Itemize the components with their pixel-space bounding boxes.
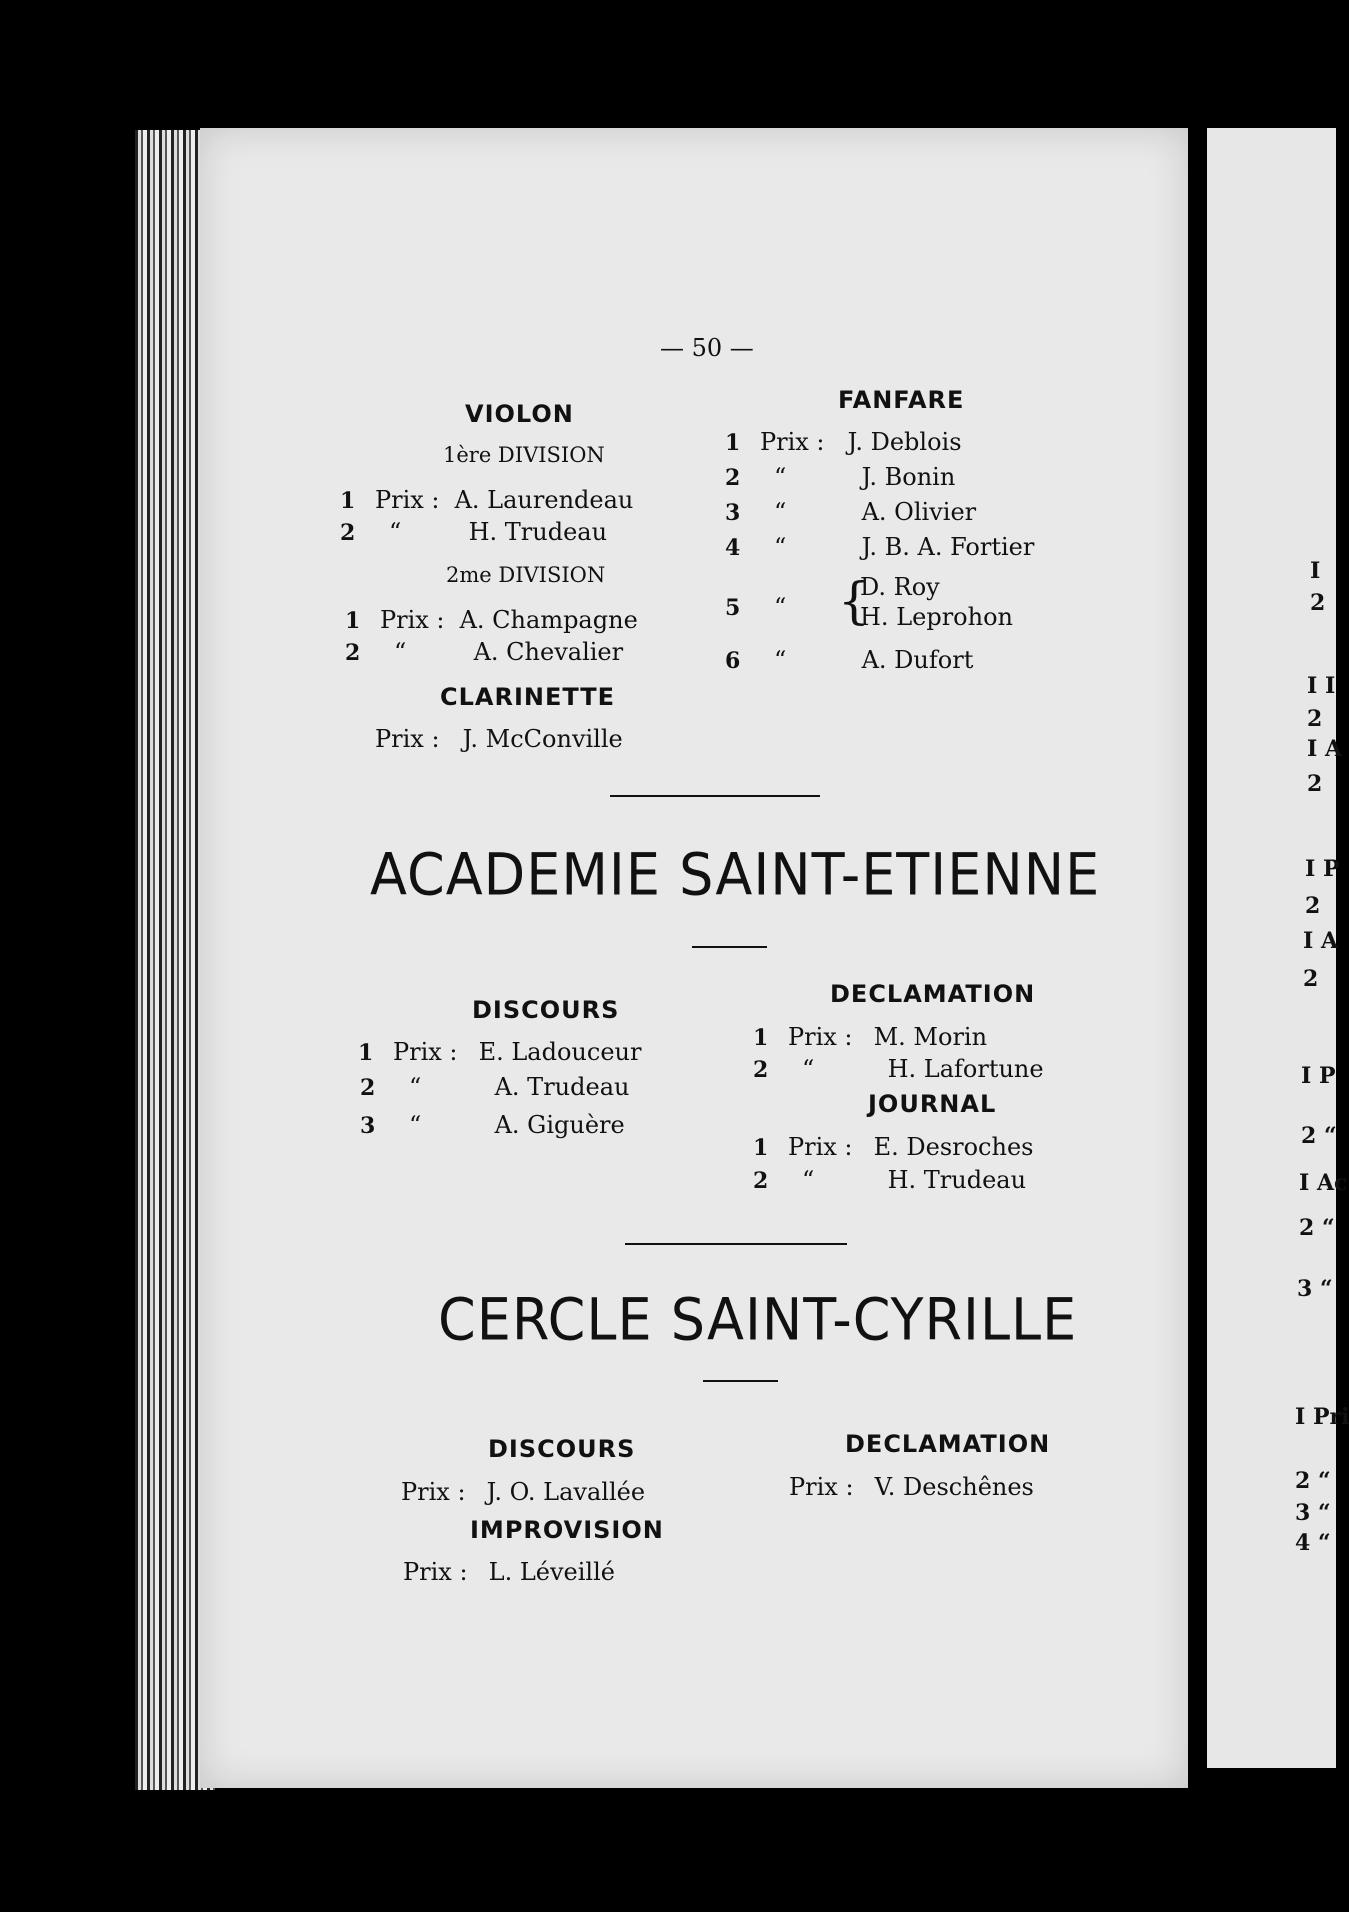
title-underline	[692, 946, 767, 948]
violon-div2-row	[345, 638, 623, 666]
prize-number: 1	[345, 608, 361, 634]
prize-number: 1	[358, 1040, 374, 1066]
academie-journal-row	[753, 1166, 1026, 1194]
prize-name: J. Bonin	[861, 463, 956, 491]
prize-name: H. Leprohon	[860, 603, 1013, 631]
prize-label: Prix :	[392, 1038, 458, 1066]
academie-discours-heading: DISCOURS	[472, 996, 620, 1024]
prize-name: E. Ladouceur	[478, 1038, 642, 1066]
facing-page-fragment: 2 “	[1299, 1215, 1335, 1241]
prize-label: Prix :	[759, 428, 825, 456]
violon-division-2: 2me DIVISION	[446, 563, 606, 587]
cercle-title: CERCLE SAINT-CYRILLE	[438, 1285, 1078, 1354]
facing-page-fragment: 3 “	[1297, 1276, 1333, 1302]
facing-page-fragment: I P	[1301, 1063, 1336, 1089]
prize-label: Prix :	[403, 1558, 468, 1586]
document-page	[200, 128, 1188, 1788]
prize-label: “	[773, 593, 787, 621]
cercle-improvision-heading: IMPROVISION	[470, 1516, 664, 1544]
academie-declamation-row	[753, 1023, 987, 1051]
academie-discours-row	[360, 1111, 625, 1139]
prize-label: “	[773, 646, 787, 674]
prize-name: J. B. A. Fortier	[861, 533, 1035, 561]
facing-page-fragment: I Ac	[1299, 1170, 1348, 1196]
fanfare-row	[725, 533, 1034, 561]
prize-label: Prix :	[374, 486, 440, 514]
academie-journal-row	[753, 1133, 1033, 1161]
prize-number: 1	[753, 1135, 769, 1161]
prize-label: “	[801, 1166, 815, 1194]
prize-number: 3	[360, 1113, 376, 1139]
prize-label: Prix :	[401, 1478, 466, 1506]
facing-page-fragment: 2	[1307, 706, 1323, 732]
prize-number: 2	[753, 1168, 769, 1194]
facing-page-fragment: 2 “	[1295, 1468, 1331, 1494]
fanfare-row	[725, 428, 962, 456]
prize-label: Prix :	[787, 1133, 853, 1161]
violon-div2-row	[345, 606, 638, 634]
facing-page-fragment: 2	[1303, 966, 1319, 992]
fanfare-row	[725, 646, 973, 674]
prize-number: 2	[340, 520, 356, 546]
prize-number: 5	[725, 595, 741, 621]
prize-number: 4	[725, 535, 741, 561]
facing-page-fragment: 4 “	[1295, 1530, 1331, 1556]
prize-label: “	[393, 638, 407, 666]
prize-label: “	[388, 518, 402, 546]
prize-label: “	[773, 463, 787, 491]
prize-number: 2	[753, 1057, 769, 1083]
section-divider	[610, 795, 820, 797]
prize-name: A. Giguère	[494, 1111, 625, 1139]
academie-declamation-heading: DECLAMATION	[830, 980, 1036, 1008]
prize-number: 3	[725, 500, 741, 526]
facing-page-fragment: I	[1310, 558, 1321, 584]
prize-number: 1	[725, 430, 741, 456]
academie-discours-row	[358, 1038, 641, 1066]
academie-declamation-row	[753, 1055, 1044, 1083]
clarinette-row	[375, 725, 623, 753]
prize-label: “	[408, 1111, 422, 1139]
violon-heading: VIOLON	[465, 400, 574, 428]
fanfare-row	[725, 593, 834, 621]
facing-page-fragment: I Pri	[1295, 1404, 1349, 1430]
prize-number: 2	[725, 465, 741, 491]
cercle-declamation-row	[789, 1473, 1034, 1501]
prize-name: H. Trudeau	[887, 1166, 1027, 1194]
facing-page-fragment: I I	[1307, 673, 1336, 699]
fanfare-row	[725, 498, 976, 526]
prize-number: 1	[753, 1025, 769, 1051]
facing-page-fragment: 3 “	[1295, 1500, 1331, 1526]
prize-name: J. Deblois	[847, 428, 962, 456]
violon-div1-row	[340, 486, 633, 514]
prize-label: “	[801, 1055, 815, 1083]
cercle-declamation-heading: DECLAMATION	[845, 1430, 1051, 1458]
academie-discours-row	[360, 1073, 629, 1101]
prize-number: 2	[360, 1075, 376, 1101]
prize-name: A. Dufort	[861, 646, 974, 674]
prize-name: D. Roy	[860, 573, 940, 601]
page-number: — 50 —	[660, 334, 754, 362]
prize-name: H. Trudeau	[468, 518, 608, 546]
prize-label: Prix :	[379, 606, 445, 634]
facing-page-fragment: 2 “	[1301, 1123, 1337, 1149]
prize-number: 6	[725, 648, 741, 674]
section-divider	[625, 1243, 847, 1245]
prize-name: A. Laurendeau	[454, 486, 634, 514]
clarinette-heading: CLARINETTE	[440, 683, 616, 711]
prize-name: A. Chevalier	[473, 638, 624, 666]
facing-page-fragment: 2	[1307, 771, 1323, 797]
violon-division-1: 1ère DIVISION	[443, 443, 605, 467]
facing-page-fragment: I P	[1305, 856, 1340, 882]
cercle-discours-heading: DISCOURS	[488, 1435, 636, 1463]
facing-page-fragment: 2	[1310, 590, 1326, 616]
prize-name: M. Morin	[873, 1023, 988, 1051]
prize-label: “	[773, 498, 787, 526]
cercle-discours-row	[401, 1478, 645, 1506]
violon-div1-row	[340, 518, 607, 546]
prize-label: Prix :	[375, 725, 440, 753]
prize-number: 2	[345, 640, 361, 666]
brace-icon: {	[838, 572, 870, 630]
prize-name: H. Lafortune	[887, 1055, 1044, 1083]
prize-label: “	[773, 533, 787, 561]
prize-name: J. McConville	[462, 725, 623, 753]
prize-name: L. Léveillé	[488, 1558, 615, 1586]
fanfare-row	[725, 463, 955, 491]
fanfare-heading: FANFARE	[838, 386, 965, 414]
cercle-improvision-row	[403, 1558, 615, 1586]
facing-page-fragment: I A	[1303, 928, 1339, 954]
academie-journal-heading: JOURNAL	[868, 1090, 997, 1118]
prize-name: V. Deschênes	[874, 1473, 1034, 1501]
title-underline	[703, 1380, 778, 1382]
academie-title: ACADEMIE SAINT-ETIENNE	[370, 840, 1101, 909]
prize-label: “	[408, 1073, 422, 1101]
prize-label: Prix :	[789, 1473, 854, 1501]
prize-name: E. Desroches	[873, 1133, 1034, 1161]
prize-label: Prix :	[787, 1023, 853, 1051]
prize-number: 1	[340, 488, 356, 514]
facing-page-fragment: I A	[1307, 736, 1343, 762]
prize-name: A. Champagne	[459, 606, 638, 634]
facing-page	[1207, 128, 1349, 1768]
prize-name: A. Trudeau	[494, 1073, 630, 1101]
prize-name: A. Olivier	[861, 498, 977, 526]
facing-page-fragment: 2	[1305, 893, 1321, 919]
prize-name: J. O. Lavallée	[486, 1478, 646, 1506]
